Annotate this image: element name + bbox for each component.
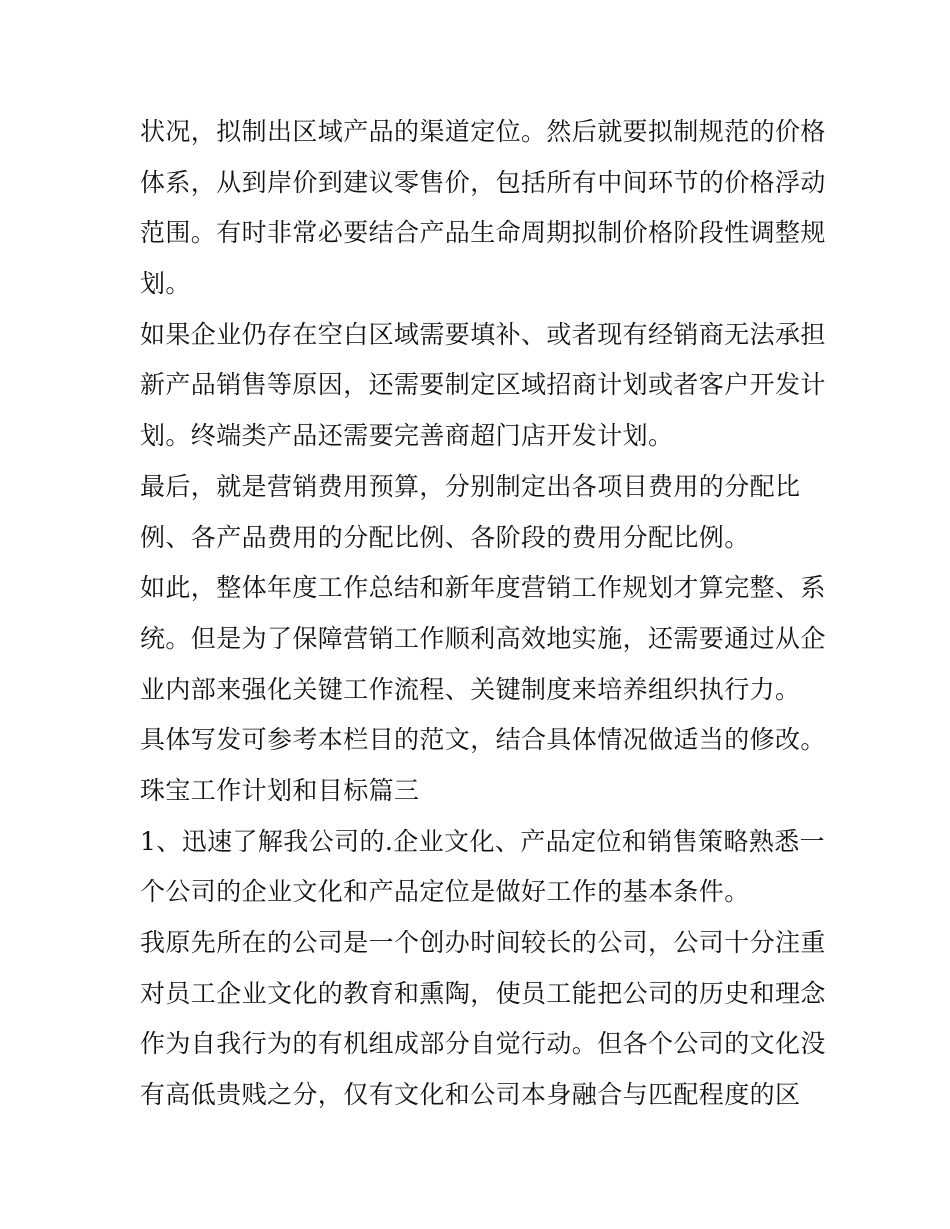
text-line: 划。终端类产品还需要完善商超门店开发计划。 [140, 421, 674, 451]
text-line: 如果企业仍存在空白区域需要填补、或者现有经销商无法承担 [140, 319, 826, 349]
text-line: 新产品销售等原因，还需要制定区域招商计划或者客户开发计 [140, 370, 826, 400]
text-line: 作为自我行为的有机组成部分自觉行动。但各个公司的文化没 [140, 1029, 826, 1059]
text-line: 1、迅速了解我公司的.企业文化、产品定位和销售策略熟悉一 [140, 826, 826, 856]
text-line: 个公司的企业文化和产品定位是做好工作的基本条件。 [140, 877, 750, 907]
section-heading: 珠宝工作计划和目标篇三 [140, 775, 420, 805]
text-line: 最后，就是营销费用预算，分别制定出各项目费用的分配比 [140, 471, 801, 501]
text-line: 统。但是为了保障营销工作顺利高效地实施，还需要通过从企 [140, 623, 826, 653]
text-line: 划。 [140, 269, 191, 299]
text-line: 有高低贵贱之分，仅有文化和公司本身融合与匹配程度的区 [140, 1080, 801, 1110]
text-line: 例、各产品费用的分配比例、各阶段的费用分配比例。 [140, 522, 750, 552]
text-line: 体系，从到岸价到建议零售价，包括所有中间环节的价格浮动 [140, 167, 826, 197]
text-line: 对员工企业文化的教育和熏陶，使员工能把公司的历史和理念 [140, 978, 826, 1008]
text-line: 范围。有时非常必要结合产品生命周期拟制价格阶段性调整规 [140, 218, 826, 248]
text-line: 我原先所在的公司是一个创办时间较长的公司，公司十分注重 [140, 928, 826, 957]
text-line: 如此，整体年度工作总结和新年度营销工作规划才算完整、系 [140, 573, 826, 603]
text-line: 状况，拟制出区域产品的渠道定位。然后就要拟制规范的价格 [140, 117, 826, 146]
document-body [140, 107, 826, 1121]
text-line: 业内部来强化关键工作流程、关键制度来培养组织执行力。 [140, 674, 801, 704]
text-line: 具体写发可参考本栏目的范文，结合具体情况做适当的修改。 [140, 725, 826, 755]
